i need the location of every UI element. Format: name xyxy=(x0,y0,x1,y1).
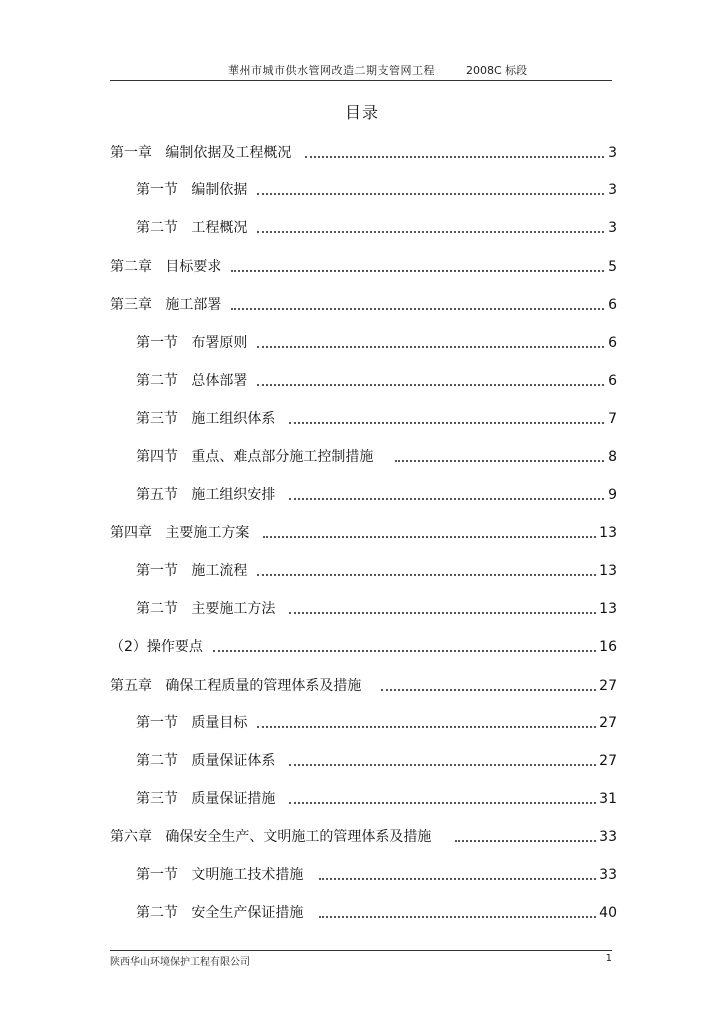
toc-entry[interactable] xyxy=(136,560,617,580)
dot-leader xyxy=(257,726,596,728)
dot-leader xyxy=(257,346,604,348)
toc-entry-label: 第一节 施工流程 xyxy=(136,563,248,579)
toc-entry-page: 33 xyxy=(599,867,617,883)
dot-leader xyxy=(289,764,596,766)
toc-entry[interactable] xyxy=(110,256,617,276)
toc-entry-label: 第五章 确保工程质量的管理体系及措施 xyxy=(110,678,362,694)
toc-entry-page: 5 xyxy=(608,259,617,275)
toc-entry[interactable] xyxy=(136,902,617,922)
toc-entry-label: 第三节 质量保证措施 xyxy=(136,791,276,807)
toc-entry-page: 13 xyxy=(599,525,617,541)
header-section: 2008C 标段 xyxy=(466,64,528,77)
toc-entry-page: 3 xyxy=(608,145,617,161)
toc-entry-label: 第二节 主要施工方法 xyxy=(136,601,276,617)
toc-entry-label: 第一节 布署原则 xyxy=(136,335,248,351)
dot-leader xyxy=(289,802,596,804)
toc-entry-page: 6 xyxy=(608,373,617,389)
toc-entry-label: 第二节 工程概况 xyxy=(136,220,248,236)
toc-entry[interactable] xyxy=(110,675,617,695)
toc-entry-label: 第二节 总体部署 xyxy=(136,373,248,389)
toc-entry[interactable] xyxy=(110,522,617,542)
dot-leader xyxy=(263,536,596,538)
toc-entry[interactable] xyxy=(110,142,617,162)
toc-entry-page: 8 xyxy=(608,449,617,465)
toc-title: 目录 xyxy=(344,103,379,122)
dot-leader xyxy=(257,231,604,233)
toc-entry[interactable] xyxy=(110,826,617,846)
toc-entry-label: 第一节 文明施工技术措施 xyxy=(136,867,304,883)
toc-entry-label: 第一节 编制依据 xyxy=(136,182,248,198)
toc-entry-page: 9 xyxy=(608,487,617,503)
toc-entry[interactable] xyxy=(136,788,617,808)
toc-entry[interactable] xyxy=(136,598,617,618)
toc-entry[interactable] xyxy=(136,370,617,390)
toc-entry-label: 第二节 质量保证体系 xyxy=(136,753,276,769)
toc-entry-page: 6 xyxy=(608,335,617,351)
toc-entry-page: 27 xyxy=(599,715,617,731)
toc-entry-label: 第四章 主要施工方案 xyxy=(110,525,250,541)
toc-entry-page: 3 xyxy=(608,182,617,198)
toc-entry-label: 第二节 安全生产保证措施 xyxy=(136,905,304,921)
toc-entry[interactable] xyxy=(136,179,617,199)
toc-entry[interactable] xyxy=(136,408,617,428)
footer-divider xyxy=(110,950,612,951)
header-title: 華州市城市供水管网改造二期支管网工程 xyxy=(228,64,435,77)
toc-entry-page: 7 xyxy=(608,411,617,427)
toc-entry-label: 第五节 施工组织安排 xyxy=(136,487,276,503)
dot-leader xyxy=(257,384,604,386)
toc-entry[interactable] xyxy=(110,636,617,656)
toc-entry[interactable] xyxy=(136,446,617,466)
dot-leader xyxy=(455,840,596,842)
toc-entry-page: 27 xyxy=(599,678,617,694)
toc-entry-label: 第二章 目标要求 xyxy=(110,259,222,275)
dot-leader xyxy=(257,193,604,195)
toc-entry-label: （2）操作要点 xyxy=(110,639,203,655)
footer-page-number: 1 xyxy=(605,953,612,964)
dot-leader xyxy=(289,422,604,424)
dot-leader xyxy=(319,878,596,880)
dot-leader xyxy=(381,689,596,691)
toc-entry-page: 31 xyxy=(599,791,617,807)
toc-entry-page: 40 xyxy=(599,905,617,921)
toc-entry[interactable] xyxy=(136,864,617,884)
toc-entry-page: 27 xyxy=(599,753,617,769)
toc-entry-label: 第三章 施工部署 xyxy=(110,297,222,313)
dot-leader xyxy=(319,916,596,918)
dot-leader xyxy=(289,612,596,614)
toc-entry-label: 第六章 确保安全生产、文明施工的管理体系及措施 xyxy=(110,829,432,845)
toc-entry[interactable] xyxy=(136,332,617,352)
toc-entry-page: 6 xyxy=(608,297,617,313)
toc-entry[interactable] xyxy=(136,712,617,732)
dot-leader xyxy=(213,650,596,652)
toc-entry-label: 第四节 重点、难点部分施工控制措施 xyxy=(136,449,374,465)
toc-entry-page: 16 xyxy=(599,639,617,655)
dot-leader xyxy=(395,460,604,462)
toc-entry-page: 13 xyxy=(599,601,617,617)
toc-entry-label: 第一章 编制依据及工程概况 xyxy=(110,145,292,161)
dot-leader xyxy=(257,574,596,576)
dot-leader xyxy=(231,308,604,310)
toc-entry[interactable] xyxy=(136,217,617,237)
toc-entry-label: 第一节 质量目标 xyxy=(136,715,248,731)
footer-company: 陕西华山环境保护工程有限公司 xyxy=(110,957,250,968)
toc-entry[interactable] xyxy=(136,484,617,504)
toc-entry-page: 13 xyxy=(599,563,617,579)
dot-leader xyxy=(289,498,604,500)
toc-entry[interactable] xyxy=(110,294,617,314)
dot-leader xyxy=(231,270,604,272)
toc-entry[interactable] xyxy=(136,750,617,770)
toc-entry-page: 3 xyxy=(608,220,617,236)
dot-leader xyxy=(305,156,604,158)
toc-entry-page: 33 xyxy=(599,829,617,845)
toc-entry-label: 第三节 施工组织体系 xyxy=(136,411,276,427)
